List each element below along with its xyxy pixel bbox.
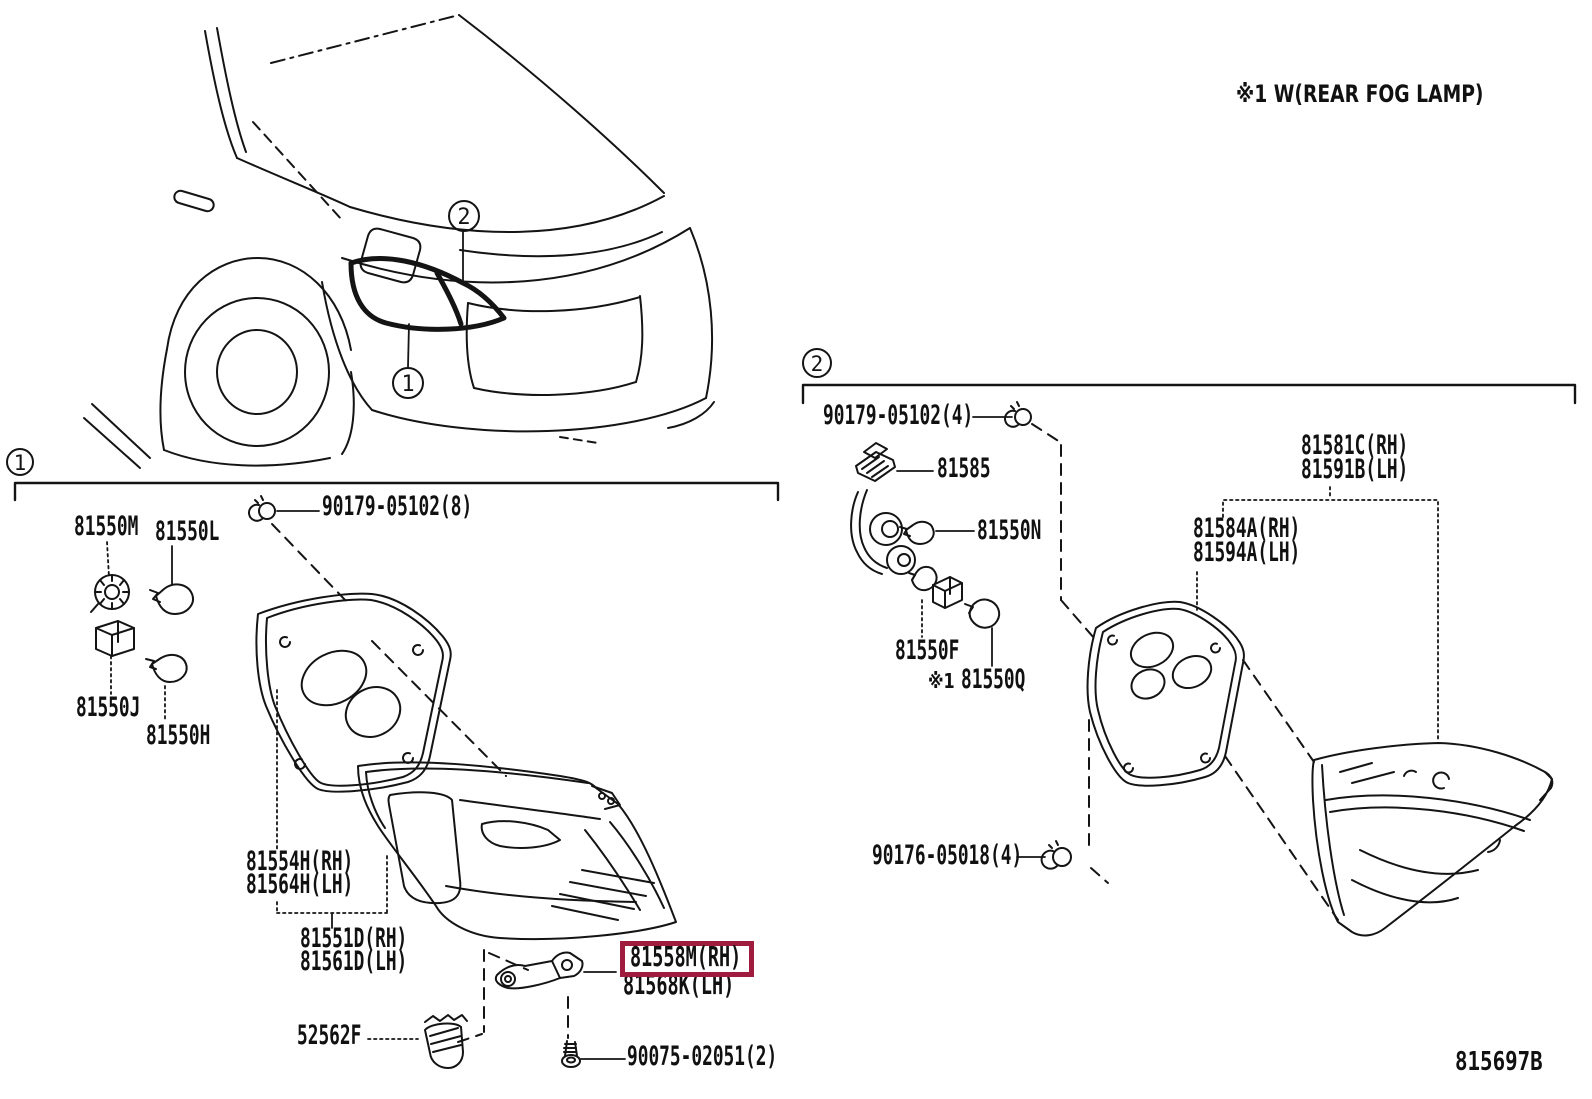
- part-label-90075-02051-2[interactable]: 90075-02051(2): [627, 1041, 778, 1072]
- lamp-81581C-drawing: [1312, 743, 1552, 935]
- part-label-90176-05018-4[interactable]: 90176-05018(4): [872, 840, 1023, 871]
- part-label-81591B-LH[interactable]: 81591B(LH): [1301, 454, 1409, 485]
- part-label-81554H-RH[interactable]: 81554H(RH): [246, 846, 354, 877]
- bulb-81550H-drawing: [146, 655, 187, 682]
- nut-90176-drawing: [1042, 841, 1071, 869]
- part-label-81584A-RH[interactable]: 81584A(RH): [1193, 513, 1301, 544]
- rear-fog-lamp-note: ※1 W(REAR FOG LAMP): [1236, 80, 1484, 108]
- socket-81550F-drawing: [933, 577, 962, 608]
- part-label-81581C-RH[interactable]: 81581C(RH): [1301, 430, 1409, 461]
- part-label-81568K-LH[interactable]: 81568K(LH): [623, 968, 735, 1001]
- screw-90075-drawing: [562, 1041, 580, 1067]
- stay-81558M-drawing: [496, 952, 583, 988]
- part-label-81550H[interactable]: 81550H: [146, 720, 211, 751]
- vehicle-overview-drawing: [84, 15, 714, 468]
- part-label-81550F[interactable]: 81550F: [895, 635, 960, 666]
- harness-81585-drawing: [851, 443, 915, 574]
- diagram-code: 815697B: [1455, 1047, 1543, 1077]
- gasket-81584A-drawing: [1088, 602, 1244, 786]
- part-label-81564H-LH[interactable]: 81564H(LH): [246, 869, 354, 900]
- part-label-81558M-RH-highlighted[interactable]: 81558M(RH): [630, 940, 742, 973]
- part-label-81594A-LH[interactable]: 81594A(LH): [1193, 537, 1301, 568]
- svg-text:1: 1: [13, 451, 27, 475]
- bulb-81550N-drawing: [900, 522, 934, 544]
- section-2-bracket: [803, 349, 1575, 403]
- part-label-90179-05102-4[interactable]: 90179-05102(4): [823, 400, 974, 431]
- svg-text:2: 2: [810, 352, 824, 376]
- part-label-90179-05102-8[interactable]: 90179-05102(8): [322, 491, 473, 522]
- part-label-52562F[interactable]: 52562F: [297, 1020, 362, 1051]
- part-label-81551D-RH[interactable]: 81551D(RH): [300, 923, 408, 954]
- part-label-81561D-LH[interactable]: 81561D(LH): [300, 946, 408, 977]
- part-label-81550J[interactable]: 81550J: [76, 692, 141, 723]
- part-label-81550M[interactable]: 81550M: [74, 511, 139, 542]
- part-label-81585[interactable]: 81585: [937, 453, 991, 484]
- part-label-81550Q-note: ※1: [928, 669, 955, 693]
- callout-1-vehicle[interactable]: [393, 324, 423, 398]
- socket-81550J-drawing: [96, 621, 134, 656]
- tail-lamp-assy-81551D-drawing: [358, 763, 676, 940]
- bulb-81550L-drawing: [150, 584, 193, 614]
- bulb-81550Q-drawing: [965, 600, 999, 628]
- callout-2-section[interactable]: [803, 349, 831, 377]
- nut-90179-4-drawing: [1005, 402, 1031, 427]
- part-label-81550Q[interactable]: 81550Q: [961, 664, 1026, 695]
- part-label-81550L[interactable]: 81550L: [155, 516, 220, 547]
- tail-lamp-highlight: [351, 258, 504, 329]
- nut-90179-8-drawing: [249, 496, 275, 521]
- svg-text:1: 1: [401, 372, 415, 397]
- callout-2-vehicle[interactable]: [449, 201, 479, 284]
- part-label-81550N[interactable]: 81550N: [977, 515, 1042, 546]
- callout-1-section[interactable]: [7, 449, 33, 475]
- svg-text:2: 2: [457, 205, 471, 230]
- grommet-81550M-drawing: [91, 575, 129, 612]
